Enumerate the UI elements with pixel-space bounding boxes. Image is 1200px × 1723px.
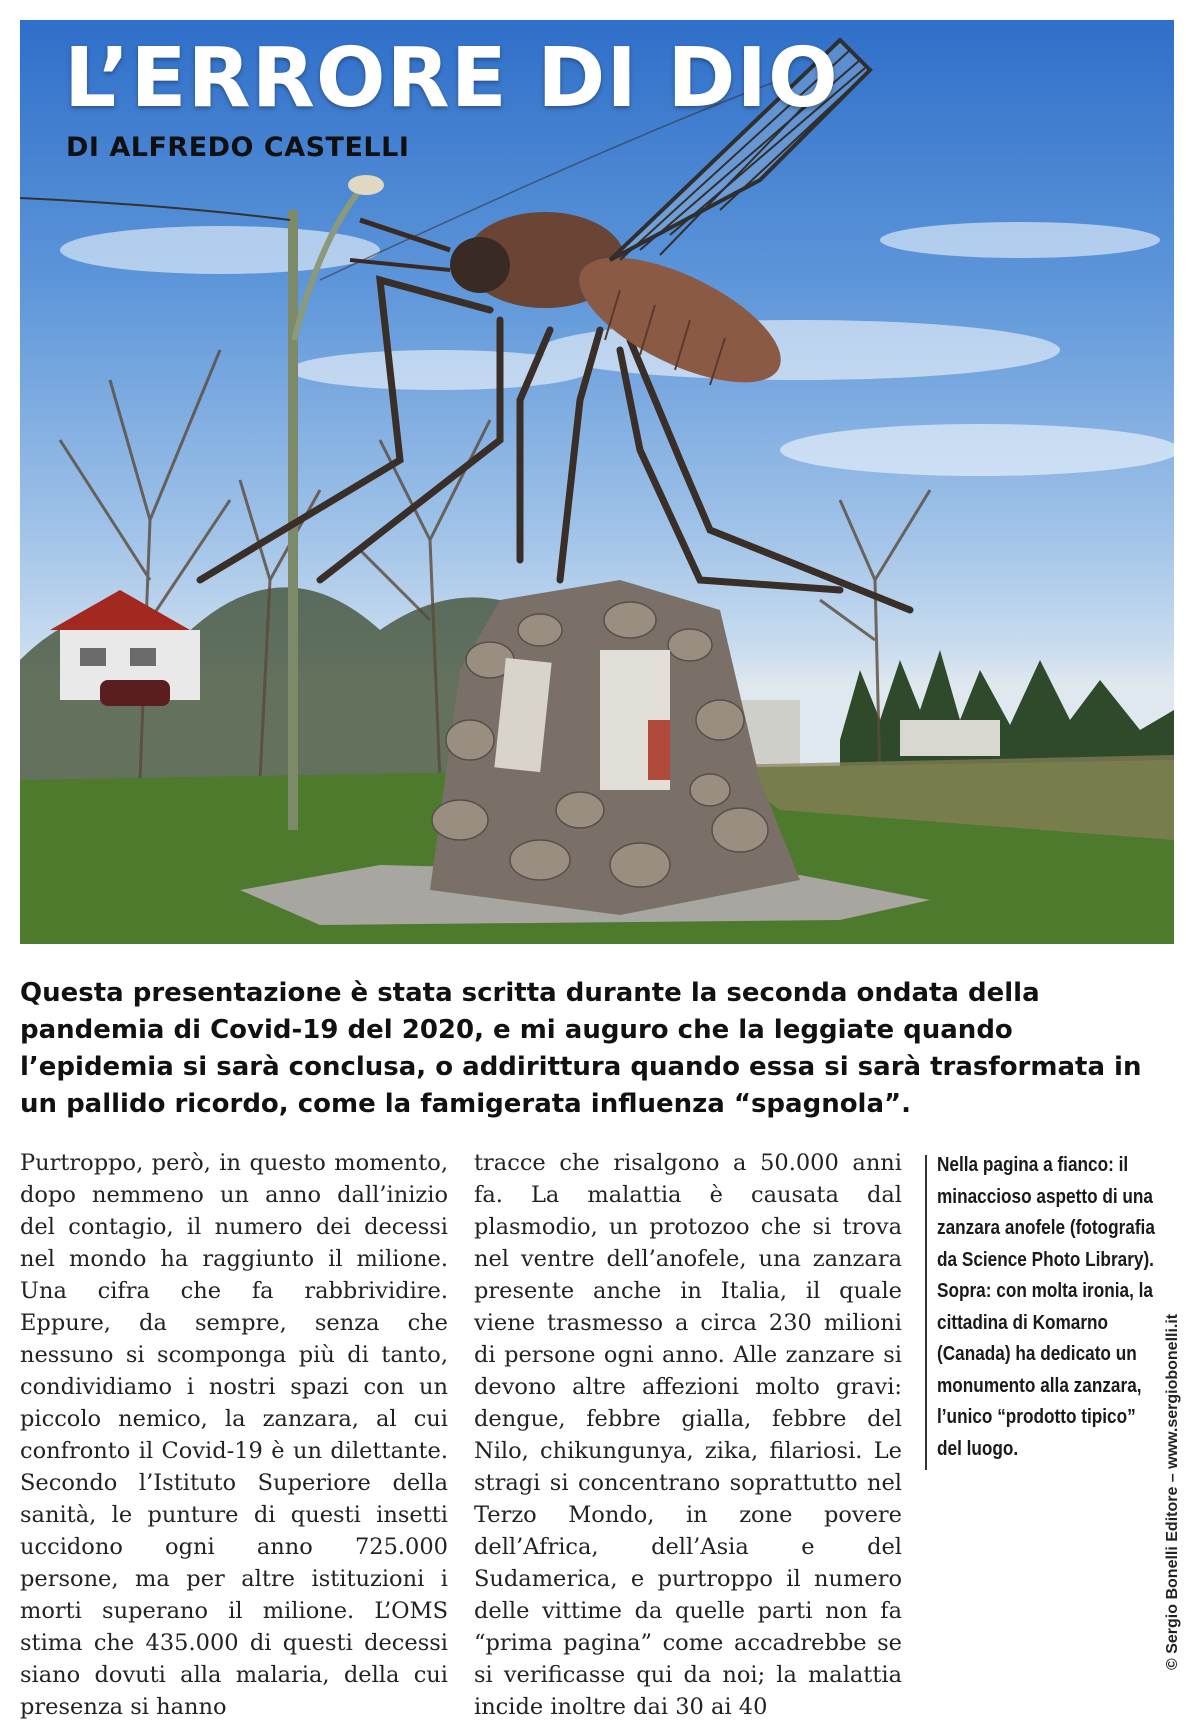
article-title: L’ERRORE DI DIO xyxy=(64,31,839,126)
hero-photo xyxy=(20,20,1174,944)
copyright-credit: © Sergio Bonelli Editore – www.sergiobonelli.it xyxy=(1164,1313,1181,1670)
lead-paragraph: Questa presentazione è stata scritta durante la seconda ondata della pandemia di Covid-19 del 2020, e mi auguro che la leggiate quando l’epidemia si sarà conclusa, o addirittura quando essa si sarà trasformata in un pallido ricordo, come la famigerata influenza “spagnola”. xyxy=(20,978,1142,1119)
photo-caption: Nella pagina a fianco: il minaccioso aspetto di una zanzara anofele (fotografia da Science Photo Library). Sopra: con molta ironia, la cittadina di Komarno (Canada) ha dedicato un monumento alla zanzara, l’unico “prodotto tipico” del luogo. xyxy=(937,1154,1155,1460)
article-author: DI ALFREDO CASTELLI xyxy=(66,132,410,163)
body-column-1: Purtroppo, però, in questo momento, dopo nemmeno un anno dall’inizio del contagio, il numero dei decessi nel mondo ha raggiunto il milione. Una cifra che fa rabbrividire. Eppure, da sempre, senza che nessuno si scomponga più di tanto, condividiamo i nostri spazi con un piccolo nemico, la zanzara, al cui confronto il Covid-19 è un dilettante. Secondo l’Istituto Superiore della sanità, le punture di questi insetti uccidono ogni anno 725.000 persone, ma per altre istituzioni i morti superano il milione. L’OMS stima che 435.000 di questi decessi siano dovuti alla malaria, della cui presenza si hanno xyxy=(20,1150,448,1720)
body-column-2: tracce che risalgono a 50.000 anni fa. La malattia è causata dal plasmodio, un protozoo che si trova nel ventre dell’anofele, una zanzara presente anche in Italia, il quale viene trasmesso a circa 230 milioni di persone ogni anno. Alle zanzare si devono altre affezioni molto gravi: dengue, febbre gialla, febbre del Nilo, chikungunya, zika, filariosi. Le stragi si concentrano soprattutto nel Terzo Mondo, in zone povere dell’Africa, dell’Asia e del Sudamerica, e purtroppo il numero delle vittime da quelle parti non fa “prima pagina” come accadrebbe se si verificasse qui da noi; la malattia incide inoltre dai 30 ai 40 xyxy=(474,1150,902,1720)
caption-divider xyxy=(925,1155,927,1470)
